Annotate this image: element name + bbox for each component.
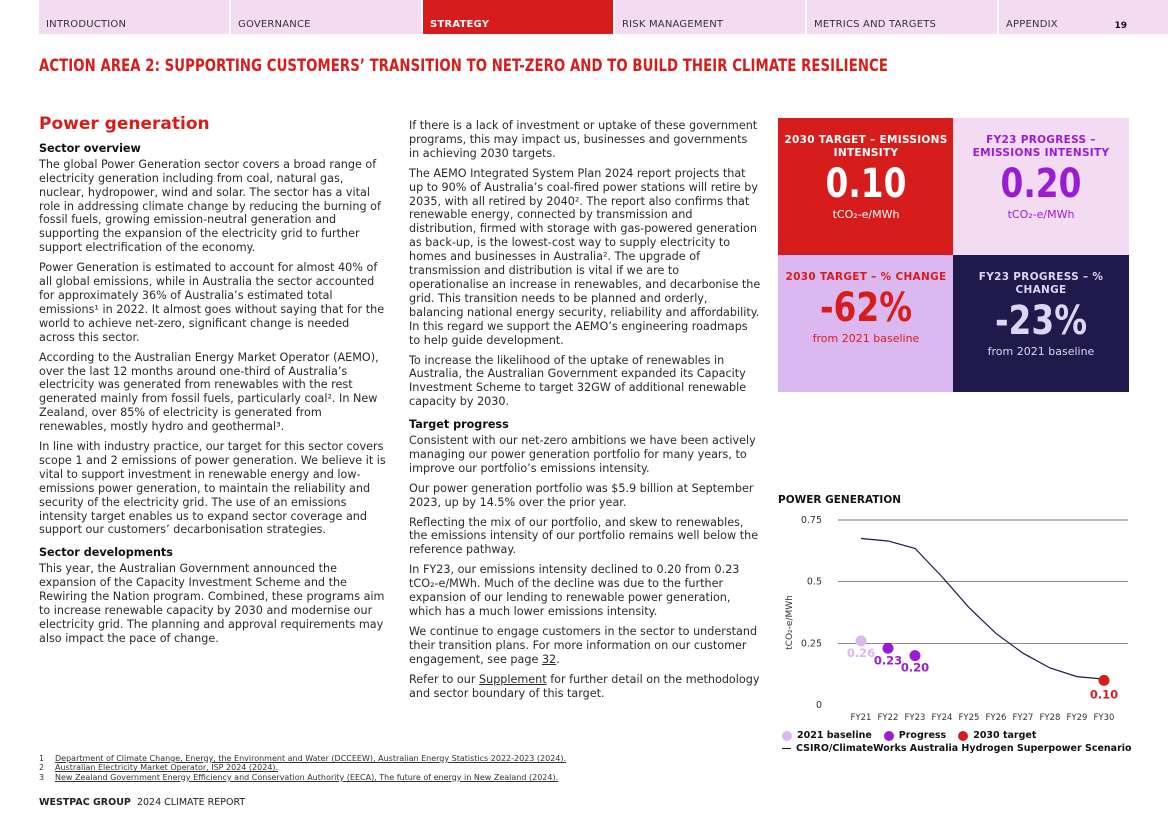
- kpi-2030-target-intensity: [778, 118, 954, 255]
- text: We continue to engage customers in the sector to understand their transition plans. For more information on our customer engagement, see page: [409, 624, 758, 666]
- kpi-fy23-progress-intensity: [953, 118, 1129, 255]
- legend-item-baseline: [782, 729, 872, 742]
- text: Refer to our: [409, 672, 480, 686]
- footnote-link[interactable]: New Zealand Government Energy Efficiency and Conservation Authority (EECA), The future of energy in New Zealand (2024).: [55, 772, 559, 782]
- footnotes: [39, 754, 566, 782]
- text: for further detail on the methodology and sector boundary of this target.: [409, 672, 760, 700]
- footnote-number: 2: [39, 763, 45, 773]
- report-name: 2024 CLIMATE REPORT: [136, 797, 246, 808]
- x-tick-label: FY26: [985, 713, 1007, 723]
- legend-label: 2030 target: [973, 730, 1037, 741]
- data-label: 0.10: [1089, 687, 1119, 702]
- kpi-unit: from 2021 baseline: [987, 345, 1095, 358]
- data-label: 0.20: [900, 660, 930, 675]
- data-point: [856, 635, 867, 646]
- chart-title: POWER GENERATION: [778, 494, 902, 506]
- x-tick-label: FY29: [1066, 713, 1088, 723]
- footnote: [39, 763, 566, 772]
- paragraph: According to the Australian Energy Market Operator (AEMO), over the last 12 months around one-third of Australia’s electricity was generated from renewables with the rest generated mainly from fossil fuels, particularly coal². In New Zealand, over 85% of electricity is generated from renewables, mostly hydro and geothermal³.: [39, 350, 379, 434]
- section-title: Power generation: [39, 114, 210, 134]
- footnote-number: 3: [39, 772, 45, 782]
- target-swatch-icon: [958, 731, 968, 741]
- heading-target-progress: Target progress: [409, 418, 509, 432]
- y-tick-label: 0: [815, 700, 822, 711]
- power-generation-chart: [778, 508, 1138, 728]
- footnote-number: 1: [39, 754, 45, 763]
- kpi-label: 2030 TARGET – % CHANGE: [785, 271, 947, 283]
- paragraph: In line with industry practice, our target for this sector covers scope 1 and 2 emissions of power generation. We believe it is vital to support investment in renewable energy and low-emissions power generation, to maintain the reliability and security of the electricity grid. The use of an emissions intensity target enables us to expand sector coverage and support our customers’ decarbonisation strategies.: [39, 440, 386, 537]
- kpi-unit: tCO₂-e/MWh: [1007, 208, 1075, 221]
- kpi-value: -23%: [994, 298, 1088, 344]
- tab-metrics-and-targets[interactable]: METRICS AND TARGETS: [807, 0, 997, 34]
- paragraph: [409, 673, 761, 701]
- kpi-unit: from 2021 baseline: [812, 332, 920, 345]
- y-axis-label: tCO₂-e/MWh: [785, 595, 795, 650]
- chart-legend: [782, 729, 1132, 755]
- paragraph: If there is a lack of investment or uptake of these government programs, this may impact us, businesses and governments in achieving 2030 targets.: [409, 119, 758, 160]
- kpi-label: 2030 TARGET – EMISSIONS INTENSITY: [784, 134, 948, 159]
- data-label: 0.23: [873, 653, 903, 668]
- footnote-link[interactable]: Australian Electricity Market Operator, ISP 2024 (2024).: [55, 763, 279, 773]
- x-tick-label: FY28: [1039, 713, 1061, 723]
- paragraph: Our power generation portfolio was $5.9 billion at September 2023, up by 14.5% over the prior year.: [409, 481, 754, 509]
- x-tick-label: FY25: [958, 713, 980, 723]
- x-tick-label: FY22: [877, 713, 899, 723]
- footnote: [39, 754, 566, 763]
- kpi-unit: tCO₂-e/MWh: [832, 208, 900, 221]
- brand-name: WESTPAC GROUP: [39, 797, 131, 808]
- paragraph: Reflecting the mix of our portfolio, and skew to renewables, the emissions intensity of our portfolio remains well below the reference pathway.: [409, 515, 759, 557]
- legend-label: Progress: [898, 730, 947, 741]
- tab-governance[interactable]: GOVERNANCE: [231, 0, 421, 34]
- kpi-label: FY23 PROGRESS – % CHANGE: [978, 271, 1104, 296]
- column-middle: [409, 119, 761, 706]
- x-tick-label: FY30: [1093, 713, 1115, 723]
- data-point: [883, 643, 894, 654]
- kpi-2030-target-change: [778, 255, 954, 392]
- y-tick-label: 0.5: [806, 576, 822, 588]
- paragraph: To increase the likelihood of the uptake of renewables in Australia, the Australian Government expanded its Capacity Investment Scheme to target 32GW of additional renewable capacity by 2030.: [409, 353, 747, 409]
- legend-row: [782, 742, 1132, 755]
- page-headline: ACTION AREA 2: SUPPORTING CUSTOMERS’ TRANSITION TO NET-ZERO AND TO BUILD THEIR CLIMATE RESILIENCE: [39, 56, 888, 76]
- data-point: [1099, 675, 1110, 686]
- page-32-link[interactable]: 32: [541, 652, 557, 666]
- paragraph: The AEMO Integrated System Plan 2024 report projects that up to 90% of Australia’s coal-fired power stations will retire by 2035, with all retired by 2040². The report also confirms that renewable energy, connected by transmission and distribution, firmed with storage with gas-powered generation as back-up, is the lowest-cost way to supply electricity to homes and businesses in Australia². The upgrade of transmission and distribution is vital if we are to operationalise an increase in renewables, and decarbonise the grid. This transition needs to be planned and orderly, balancing national energy security, reliability and affordability. In this regard we support the AEMO’s engineering roadmaps to help guide development.: [409, 166, 761, 347]
- paragraph: Consistent with our net-zero ambitions we have been actively managing our power generation portfolio for many years, to improve our portfolio’s emissions intensity.: [409, 434, 756, 475]
- legend-item-target: [958, 729, 1036, 742]
- kpi-value: -62%: [819, 285, 913, 331]
- paragraph: [409, 625, 761, 667]
- footer: [39, 797, 245, 808]
- supplement-link[interactable]: Supplement: [479, 672, 547, 686]
- y-tick-label: 0.25: [800, 638, 822, 650]
- x-tick-label: FY23: [904, 713, 926, 723]
- data-label: 0.26: [846, 645, 876, 660]
- paragraph: Power Generation is estimated to account for almost 40% of all global emissions, while in Australia the sector accounted for approximately 36% of Australia’s estimated total emissions¹ in 2022. It almost goes without saying that for the world to achieve net-zero, significant change is needed across this sector.: [39, 261, 385, 344]
- page-number: 19: [1114, 21, 1127, 31]
- tab-appendix[interactable]: APPENDIX: [999, 0, 1168, 34]
- x-tick-label: FY24: [931, 713, 953, 723]
- tab-risk-management[interactable]: RISK MANAGEMENT: [615, 0, 805, 34]
- x-tick-label: FY27: [1012, 713, 1034, 723]
- section-nav: [0, 0, 1168, 34]
- tab-strategy[interactable]: STRATEGY: [423, 0, 613, 34]
- paragraph: In FY23, our emissions intensity declined to 0.20 from 0.23 tCO₂-e/MWh. Much of the decline was due to the further expansion of our lending to renewable power generation, which has a much lower emissions intensity.: [409, 563, 740, 618]
- column-left: [39, 114, 387, 652]
- text: .: [556, 652, 560, 666]
- legend-item-progress: [884, 729, 946, 742]
- x-tick-label: FY21: [850, 713, 872, 723]
- paragraph: This year, the Australian Government announced the expansion of the Capacity Investment Scheme and the Rewiring the Nation program. Combined, these programs aim to increase renewable capacity by 2030 and modernise our electricity grid. The planning and approval requirements may also impact the pace of change.: [39, 562, 385, 645]
- baseline-swatch-icon: [782, 731, 792, 741]
- kpi-value: 0.20: [1000, 161, 1082, 207]
- legend-row: [782, 729, 1132, 742]
- heading-sector-overview: Sector overview: [39, 141, 141, 155]
- progress-swatch-icon: [884, 731, 894, 741]
- line-swatch-icon: [782, 748, 791, 750]
- legend-label: CSIRO/ClimateWorks Australia Hydrogen Superpower Scenario: [796, 743, 1132, 754]
- paragraph: The global Power Generation sector covers a broad range of electricity generation including from coal, natural gas, nuclear, hydropower, wind and solar. The sector has a vital role in addressing climate change by reducing the burning of fossil fuels, growing emission-neutral generation and supporting the expansion of the electricity grid to further support electrification of the economy.: [39, 157, 381, 255]
- footnote: [39, 773, 566, 782]
- footnote-link[interactable]: Department of Climate Change, Energy, the Environment and Water (DCCEEW), Australian Energy Statistics 2022-2023 (2024).: [55, 754, 567, 763]
- tab-introduction[interactable]: INTRODUCTION: [39, 0, 229, 34]
- kpi-value: 0.10: [825, 161, 907, 207]
- kpi-fy23-progress-change: [953, 255, 1129, 392]
- legend-label: 2021 baseline: [797, 730, 872, 741]
- data-point: [910, 650, 921, 661]
- heading-sector-developments: Sector developments: [39, 546, 173, 560]
- kpi-label: FY23 PROGRESS – EMISSIONS INTENSITY: [972, 134, 1110, 159]
- y-tick-label: 0.75: [800, 515, 822, 526]
